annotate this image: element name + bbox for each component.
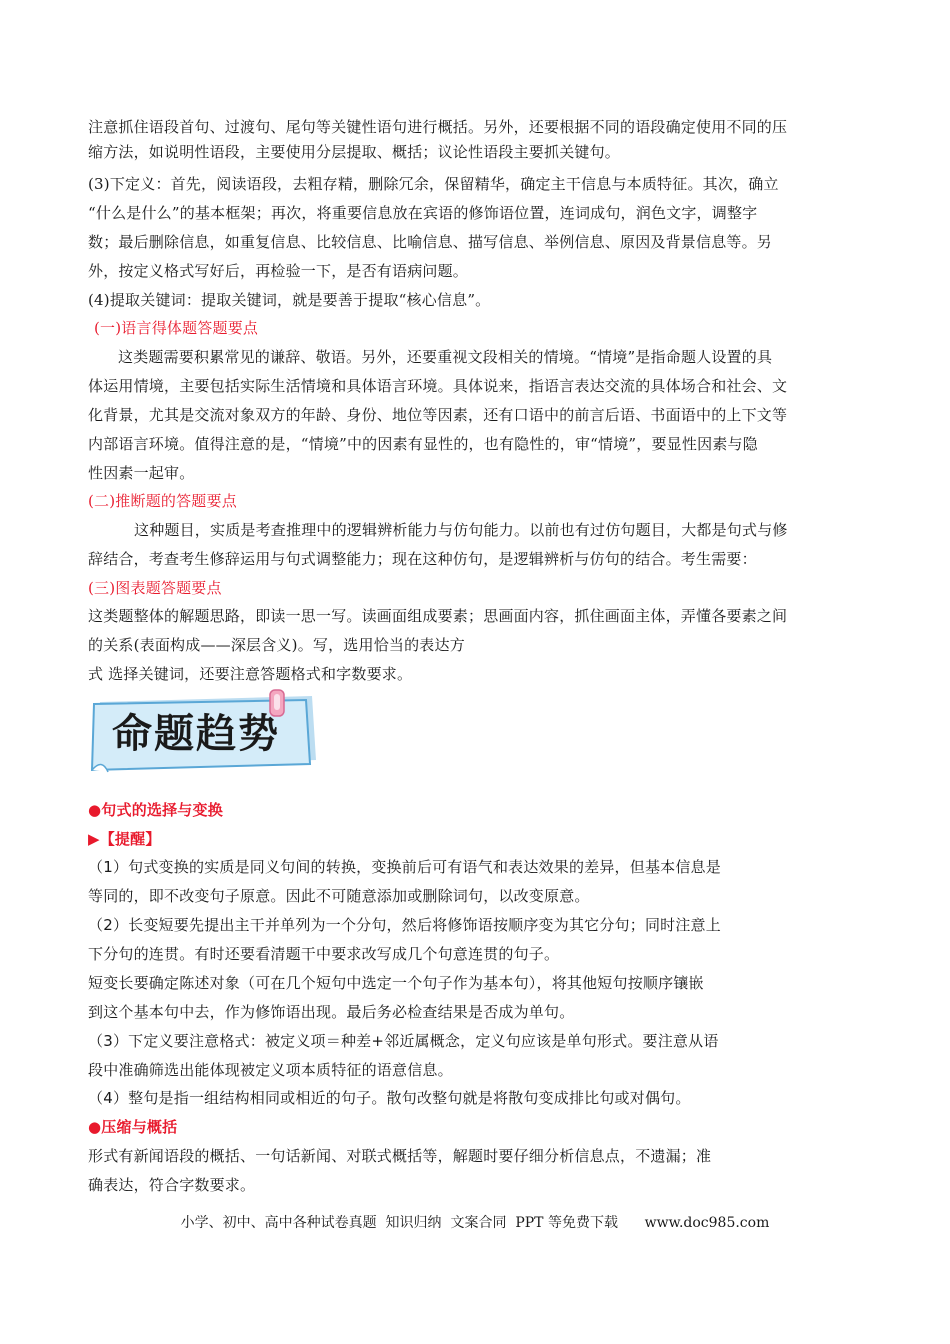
text-line: （2）长变短要先提出主干并单列为一个分句，然后将修饰语按顺序变为其它分句；同时注意上 xyxy=(88,916,721,934)
text-line: 性因素一起审。 xyxy=(88,464,195,482)
trend-heading: ●句式的选择与变换 xyxy=(88,801,223,819)
text-line: 辞结合，考查考生修辞运用与句式调整能力；现在这种仿句，是逻辑辨析与仿句的结合。考生需要： xyxy=(88,550,757,568)
text-line: 段中准确筛选出能体现被定义项本质特征的语意信息。 xyxy=(88,1061,453,1079)
reminder-label: ▶【提醒】 xyxy=(88,830,161,848)
page-footer: 小学、初中、高中各种试卷真题 知识归纳 文案合同 PPT 等免费下载 www.doc985.com xyxy=(180,1215,770,1231)
text-line: 体运用情境，主要包括实际生活情境和具体语言环境。具体说来，指语言表达交流的具体场合和社会、文 xyxy=(88,377,788,395)
text-line: 确表达，符合字数要求。 xyxy=(88,1176,256,1194)
text-line: （3）下定义要注意格式：被定义项＝种差+邻近属概念，定义句应该是单句形式。要注意从语 xyxy=(88,1032,719,1050)
section-banner xyxy=(90,688,320,778)
banner-title: 命题趋势 xyxy=(112,711,280,757)
text-line: 外，按定义格式写好后，再检验一下，是否有语病问题。 xyxy=(88,262,469,280)
text-line: 这种题目，实质是考查推理中的逻辑辨析能力与仿句能力。以前也有过仿句题目，大都是句式与修 xyxy=(134,521,788,539)
text-line: 这类题需要积累常见的谦辞、敬语。另外，还要重视文段相关的情境。“情境”是指命题人设置的具 xyxy=(118,348,773,366)
text-line: 数；最后删除信息，如重复信息、比较信息、比喻信息、描写信息、举例信息、原因及背景信息等。另 xyxy=(88,233,773,251)
text-line: (4)提取关键词：提取关键词，就是要善于提取“核心信息”。 xyxy=(88,291,491,309)
text-line: 这类题整体的解题思路，即读一思一写。读画面组成要素；思画面内容，抓住画面主体，弄懂各要素之间 xyxy=(88,607,788,625)
text-line: 形式有新闻语段的概括、一句话新闻、对联式概括等，解题时要仔细分析信息点，不遗漏；准 xyxy=(88,1147,712,1165)
text-line: 下分句的连贯。有时还要看清题干中要求改写成几个句意连贯的句子。 xyxy=(88,945,560,963)
text-line: 短变长要确定陈述对象（可在几个短句中选定一个句子作为基本句），将其他短句按顺序镶嵌 xyxy=(88,974,704,992)
text-line: 注意抓住语段首句、过渡句、尾句等关键性语句进行概括。另外，还要根据不同的语段确定使用不同的压 xyxy=(88,118,788,136)
text-line: (3)下定义：首先，阅读语段，去粗存精，删除冗余，保留精华，确定主干信息与本质特征。其次，确立 xyxy=(88,175,779,193)
text-line: 等同的，即不改变句子原意。因此不可随意添加或删除词句，以改变原意。 xyxy=(88,887,590,905)
text-line: （4）整句是指一组结构相同或相近的句子。散句改整句就是将散句变成排比句或对偶句。 xyxy=(88,1089,691,1107)
text-line: 的关系(表面构成——深层含义)。写，选用恰当的表达方 xyxy=(88,636,465,654)
section-heading: (三)图表题答题要点 xyxy=(88,579,222,597)
text-line: （1）句式变换的实质是同义句间的转换，变换前后可有语气和表达效果的差异，但基本信息是 xyxy=(88,858,721,876)
text-line: 内部语言环境。值得注意的是，“情境”中的因素有显性的，也有隐性的，审“情境”，要显性因素与隐 xyxy=(88,435,758,453)
text-line: 缩方法，如说明性语段，主要使用分层提取、概括；议论性语段主要抓关键句。 xyxy=(88,143,621,161)
text-line: 到这个基本句中去，作为修饰语出现。最后务必检查结果是否成为单句。 xyxy=(88,1003,575,1021)
trend-heading: ●压缩与概括 xyxy=(88,1118,178,1136)
section-heading: (二)推断题的答题要点 xyxy=(88,492,237,510)
text-line: 化背景，尤其是交流对象双方的年龄、身份、地位等因素，还有口语中的前言后语、书面语中的上下文等 xyxy=(88,406,788,424)
text-line: 式 选择关键词，还要注意答题格式和字数要求。 xyxy=(88,665,413,683)
text-line: “什么是什么”的基本框架；再次，将重要信息放在宾语的修饰语位置，连词成句，润色文字，调整字 xyxy=(88,204,758,222)
section-heading: (一)语言得体题答题要点 xyxy=(94,319,259,337)
